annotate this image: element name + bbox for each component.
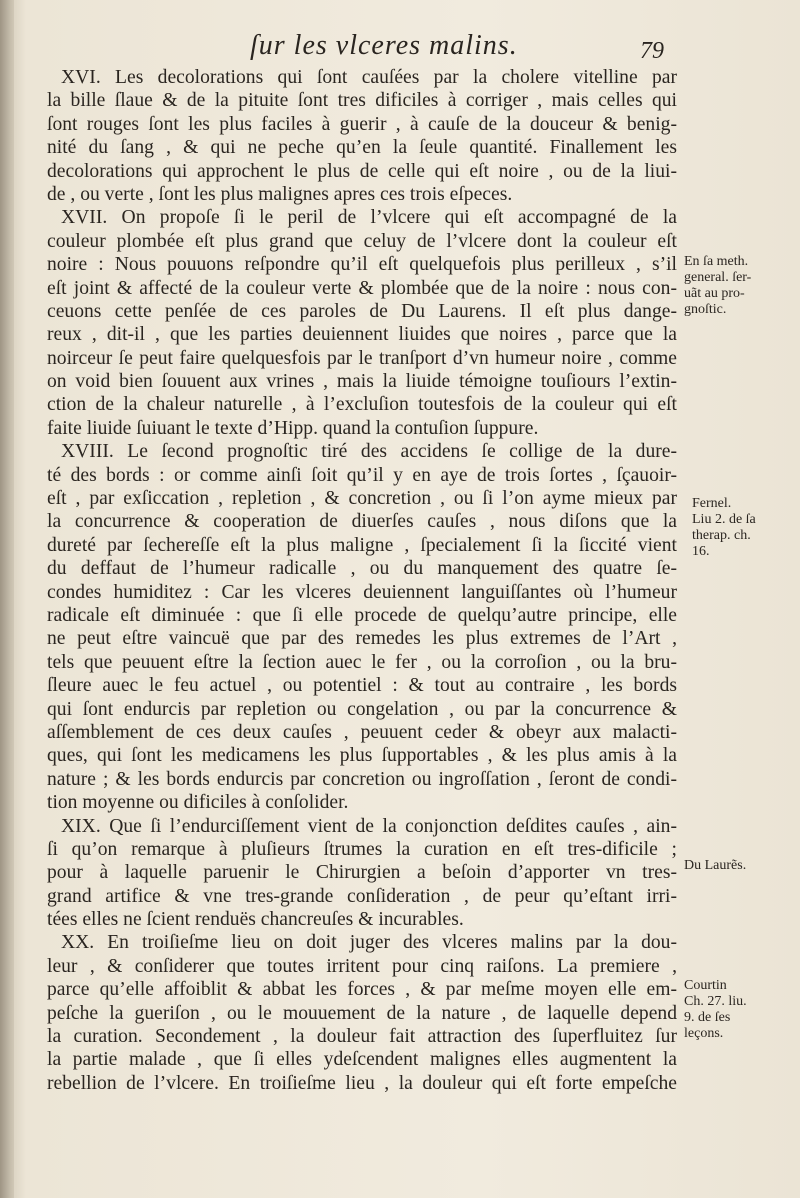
text-line: noirceur ſe peut faire quelquesfois par le tranſport d’vn humeur noire , comme [47, 347, 677, 369]
margin-note-courtin [684, 978, 796, 1042]
text-line: radicale eſt diminuée : que ſi elle procede de quelqu’autre principe, elle [47, 604, 677, 626]
text-line: tels que peuuent eſtre la ſection auec le fer , ou la corroſion , ou la bru- [47, 651, 677, 673]
margin-note-line: Ch. 27. liu. [684, 994, 747, 1009]
margin-note-line: Du Laurẽs. [684, 858, 747, 873]
page-number: 79 [640, 38, 664, 64]
text-line: peſche la gueriſon , ou le mouuement de la nature , de laquelle depend [47, 1002, 677, 1024]
text-line: du deffaut de l’humeur radicalle , ou du manquement des quatre ſe- [47, 558, 677, 580]
text-line: ction de la chaleur naturelle , à l’excluſion toutesfois de la couleur qui eſt [47, 394, 677, 416]
margin-note-line: Courtin [684, 978, 727, 993]
text-line: ſleure auec le feu actuel , ou potentiel : & tout au contraire , les bords [47, 675, 677, 697]
text-line: XVII. On propoſe ſi le peril de l’vlcere qui eſt accompagné de la [61, 207, 677, 229]
text-line: la partie malade , que ſi elles ydeſcendent malignes elles augmentent la [47, 1049, 677, 1071]
text-line: ceuons cette penſée de ces paroles de Du Laurens. Il eſt plus dange- [47, 300, 677, 322]
margin-note-line: Liu 2. de ſa [692, 512, 756, 527]
margin-note-line: leçons. [684, 1026, 724, 1041]
text-line: eſt , par exſiccation , repletion , & concretion , ou ſi l’on ayme mieux par [47, 488, 677, 510]
margin-note-line: 9. de ſes [684, 1010, 731, 1025]
text-line: XX. En troiſieſme lieu on doit juger des vlceres malins par la dou- [61, 932, 677, 954]
margin-note-line: uãt au pro- [684, 286, 745, 301]
margin-note-line: En ſa meth. [684, 254, 749, 269]
text-line: condes humiditez : Car les vlceres deuiennent languiſſantes où l’humeur [47, 581, 677, 603]
text-line: ques, qui ſont les medicamens les plus ſupportables , & les plus amis à la [47, 745, 677, 767]
text-line: couleur plombée eſt plus grand que celuy de l’vlcere dont la couleur eſt [47, 230, 677, 252]
text-line: eſt joint & affecté de la couleur verte & plombée que de la noire : nous con- [47, 277, 677, 299]
margin-note-fernel [692, 496, 796, 560]
margin-note-line: general. ſer- [684, 270, 752, 285]
text-line: dureté par ſechereſſe eſt la plus maligne , ſpecialement ſi la ſiccité vient [47, 534, 677, 556]
text-line: nature ; & les bords endurcis par concretion ou ingroſſation , ſeront de condi- [47, 768, 677, 790]
text-line: tion moyenne ou dificiles à conſolider. [47, 792, 349, 814]
text-line: la concurrence & cooperation de diuerſes cauſes , nous diſons que la [47, 511, 677, 533]
text-line: ſont rouges ſont les plus faciles à guerir , à cauſe de la douceur & benig- [47, 113, 677, 135]
margin-note-line: therap. ch. [692, 528, 751, 543]
text-line: té des bords : or comme ainſi ſoit qu’il y en aye de trois ſortes , ſçauoir- [47, 464, 677, 486]
text-line: de , ou verte , ſont les plus malignes apres ces trois eſpeces. [47, 183, 513, 205]
margin-note-line: 16. [692, 544, 710, 559]
text-line: reux , dit-il , que les parties deuiennent liuides que noires , parce que la [47, 324, 677, 346]
margin-note-line: gnoſtic. [684, 302, 727, 317]
text-line: grand artifice & vne tres-grande conſideration , de peur qu’eſtant irri- [47, 885, 677, 907]
margin-note-du-laurens [684, 858, 796, 874]
text-line: nité du ſang , & qui ne peche qu’en la ſeule quantité. Finallement les [47, 137, 677, 159]
text-line: noire : Nous pouuons reſpondre qu’il eſt quelquefois plus perilleux , s’il [47, 254, 677, 276]
text-line: decolorations qui approchent le plus de celle qui eſt noire , ou de la liui- [47, 160, 677, 182]
text-line: la curation. Secondement , la douleur fait attraction des ſuperfluitez ſur [47, 1026, 677, 1048]
text-line: XVI. Les decolorations qui ſont cauſées par la cholere vitelline par [61, 67, 677, 88]
text-line: XIX. Que ſi l’endurciſſement vient de la conjonction deſdites cauſes , ain- [61, 815, 677, 837]
running-title: ſur les vlceres malins. [250, 30, 518, 61]
page-gutter-shadow [0, 0, 14, 1198]
body-text [47, 66, 677, 1095]
text-line: leur , & conſiderer que toutes irritent pour cinq raiſons. La premiere , [47, 955, 677, 977]
text-line: rebellion de l’vlcere. En troiſieſme lieu , la douleur qui eſt forte empeſche [47, 1072, 677, 1094]
text-line: ſi qu’on remarque à pluſieurs ſtrumes la curation en eſt tres-dificile ; [47, 838, 677, 860]
text-line: on void bien ſouuent aux vrines , mais la liuide témoigne touſiours l’extin- [47, 371, 677, 393]
text-line: XVIII. Le ſecond prognoſtic tiré des accidens ſe collige de la dure- [61, 441, 677, 463]
text-line: pour à laquelle paruenir le Chirurgien a beſoin d’apporter vn tres- [47, 862, 677, 884]
margin-note-line: Fernel. [692, 496, 732, 511]
margin-note-meth [684, 254, 796, 318]
text-line: tées elles ne ſcient renduës chancreuſes & incurables. [47, 909, 464, 931]
text-line: parce qu’elle affoiblit & abbat les forces , & par meſme moyen elle em- [47, 979, 677, 1001]
text-line: ne peut eſtre vaincuë que par des remedes les plus extremes de l’Art , [47, 628, 677, 650]
text-line: qui ſont endurcis par repletion ou congelation , ou par la concurrence & [47, 698, 677, 720]
text-line: aſſemblement de ces deux cauſes , peuuent ceder & obeyr aux malacti- [47, 721, 677, 743]
text-line: la bille ſlaue & de la pituite ſont tres dificiles à corriger , mais celles qui [47, 90, 677, 112]
text-line: faite liuide ſuiuant le texte d’Hipp. quand la contuſion ſuppure. [47, 417, 539, 439]
